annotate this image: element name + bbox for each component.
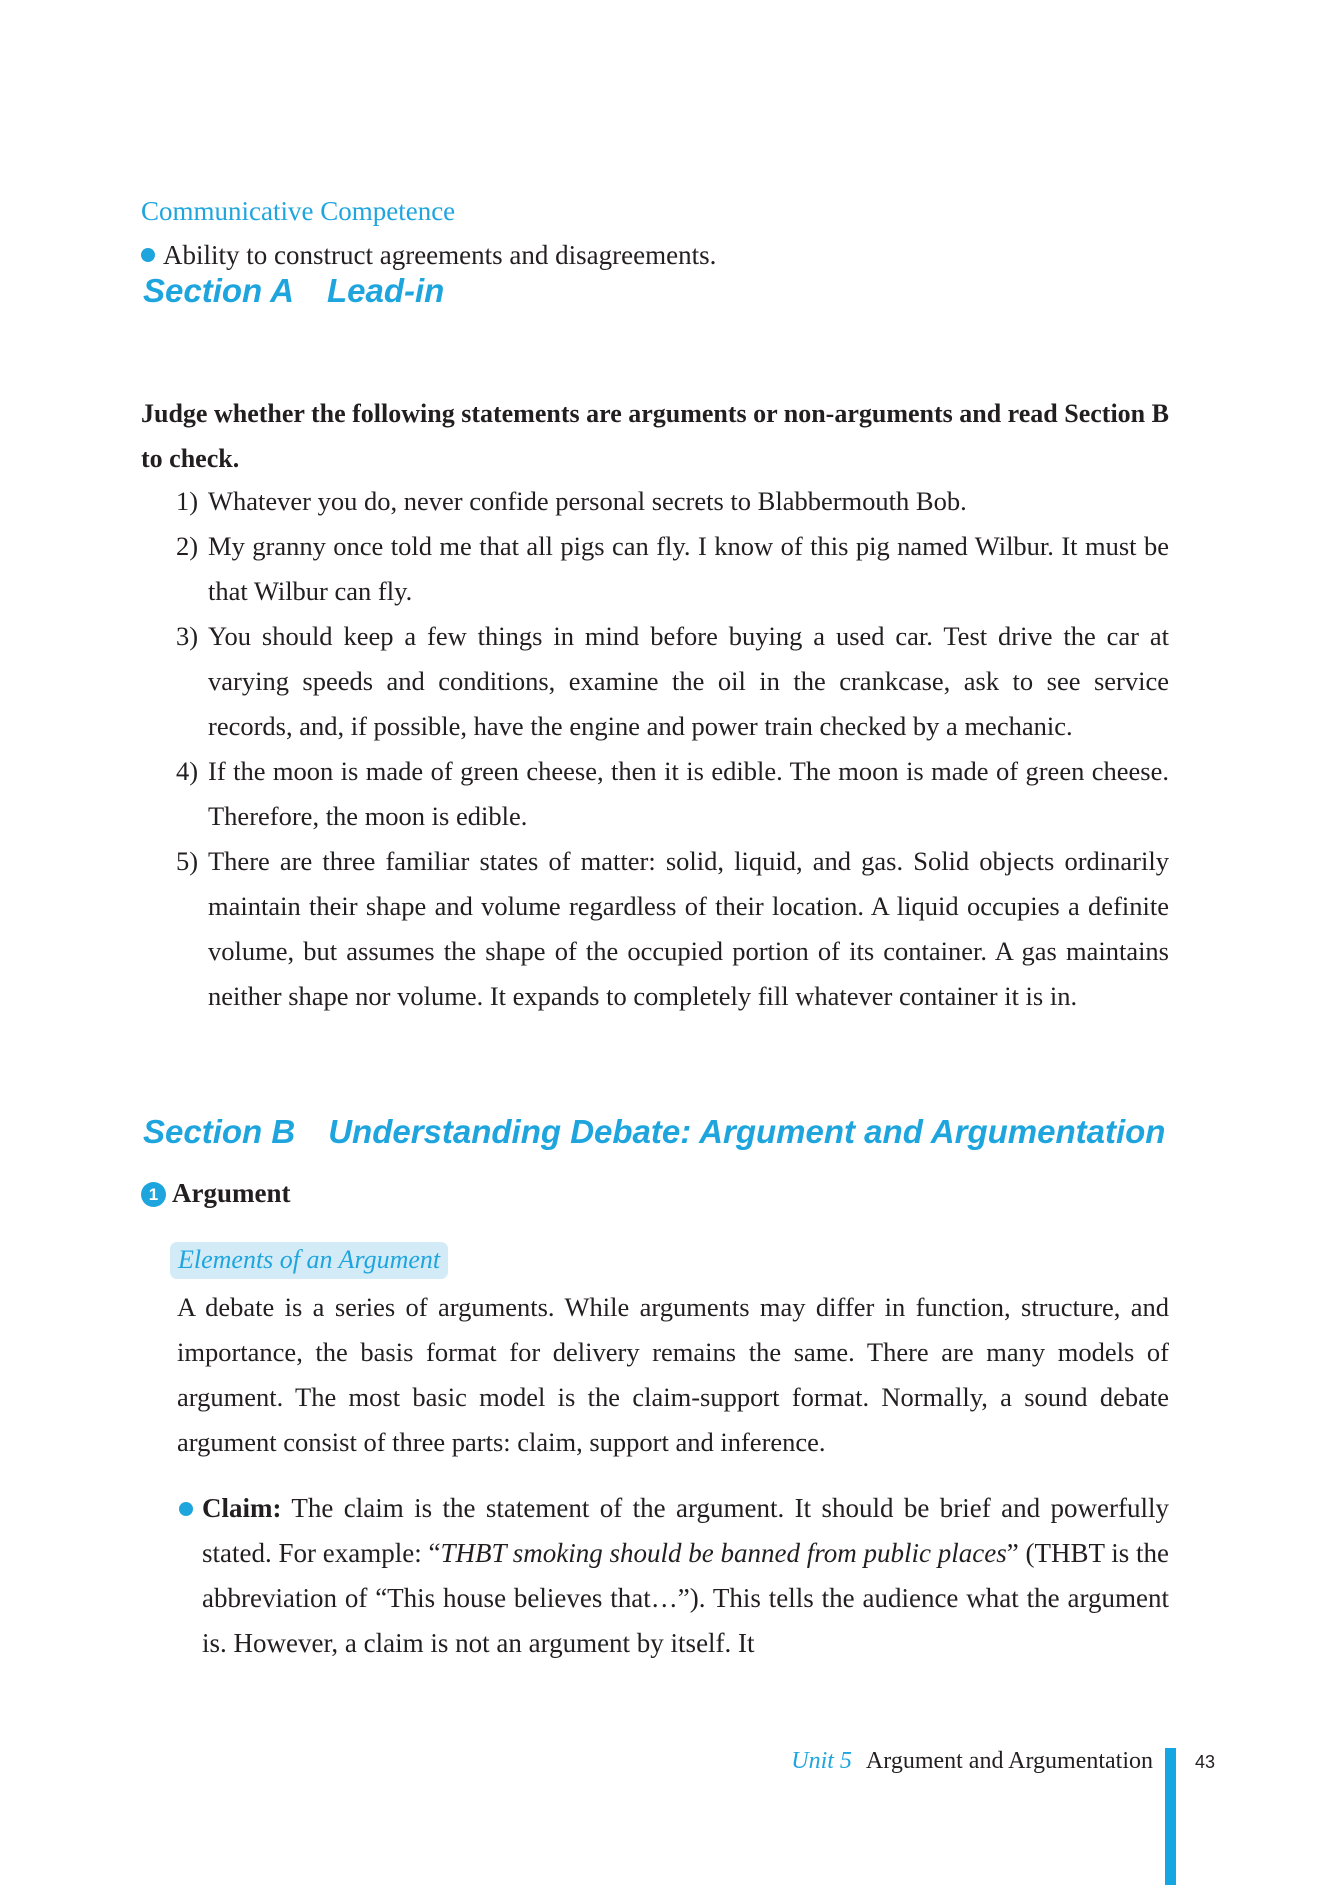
footer-unit-title: Argument and Argumentation	[865, 1748, 1153, 1774]
list-item	[176, 524, 1169, 614]
list-item	[176, 839, 1169, 1019]
item-text: You should keep a few things in mind before buying a used car. Test drive the car at varying speeds and conditions, examine the oil in the crankcase, ask to see service records, and, if possible, have the engine and power train checked by a mechanic.	[208, 621, 1169, 741]
item-text: If the moon is made of green cheese, then it is edible. The moon is made of green cheese. Therefore, the moon is edible.	[208, 756, 1169, 831]
list-item	[176, 479, 1169, 524]
section-a-title: Lead-in	[326, 272, 445, 309]
section-a-label: Section A	[143, 272, 294, 309]
footer-unit-label: Unit 5	[791, 1748, 852, 1774]
list-item	[176, 614, 1169, 749]
item-text: There are three familiar states of matter: solid, liquid, and gas. Solid objects ordinarily maintain their shape and volume regardless of their location. A liquid occupies a definite volume, but assumes the shape of the occupied portion of its container. A gas maintains neither shape nor volume. It expands to completely fill whatever container it is in.	[208, 846, 1169, 1011]
competence-bullet-item	[141, 240, 716, 271]
competence-bullet-text: Ability to construct agreements and disagreements.	[163, 240, 717, 270]
section-b-label: Section B	[143, 1113, 296, 1150]
item-number: 2)	[176, 531, 199, 561]
claim-text-part-2: ” (THBT is the abbreviation of “This house believes that…”). This tells the audience what the argument is. However, a claim is not an argument by itself. It	[202, 1538, 1169, 1658]
argument-paragraph: A debate is a series of arguments. While arguments may differ in function, structure, and importance, the basis format for delivery remains the same. There are many models of argument. The most basic model is the claim-support format. Normally, a sound debate argument consist of three parts: claim, support and inference.	[177, 1292, 1169, 1457]
bullet-dot-icon	[141, 248, 155, 262]
list-item	[176, 749, 1169, 839]
elements-of-argument-tag: Elements of an Argument	[170, 1242, 448, 1279]
argument-subheading	[141, 1178, 290, 1209]
lead-in-instructions: Judge whether the following statements are arguments or non-arguments and read Section B to check.	[141, 399, 1169, 473]
item-number: 1)	[176, 486, 199, 516]
item-number: 4)	[176, 756, 199, 786]
section-b-title: Understanding Debate: Argument and Argumentation	[328, 1113, 1166, 1150]
competence-heading: Communicative Competence	[141, 196, 456, 226]
item-number: 5)	[176, 846, 199, 876]
page-number: 43	[1195, 1752, 1216, 1772]
item-number: 3)	[176, 621, 199, 651]
claim-bullet	[177, 1486, 1169, 1666]
section-b-heading	[143, 1113, 1165, 1151]
claim-text-part-1: The claim is the statement of the argument. It should be brief and powerfully stated. For example: “	[202, 1493, 1169, 1568]
statement-list	[176, 479, 1169, 1019]
bullet-dot-icon	[179, 1502, 193, 1516]
claim-example: THBT smoking should be banned from public places	[440, 1538, 1007, 1568]
item-text: Whatever you do, never confide personal secrets to Blabbermouth Bob.	[208, 486, 967, 516]
page-footer	[0, 1748, 1153, 1775]
number-one-badge-icon: 1	[141, 1182, 166, 1207]
section-a-heading	[143, 272, 444, 310]
item-text: My granny once told me that all pigs can fly. I know of this pig named Wilbur. It must be that Wilbur can fly.	[208, 531, 1169, 606]
footer-accent-bar	[1165, 1748, 1176, 1885]
argument-subheading-text: Argument	[172, 1178, 291, 1208]
claim-text	[177, 1486, 1169, 1666]
claim-term: Claim:	[202, 1493, 282, 1523]
